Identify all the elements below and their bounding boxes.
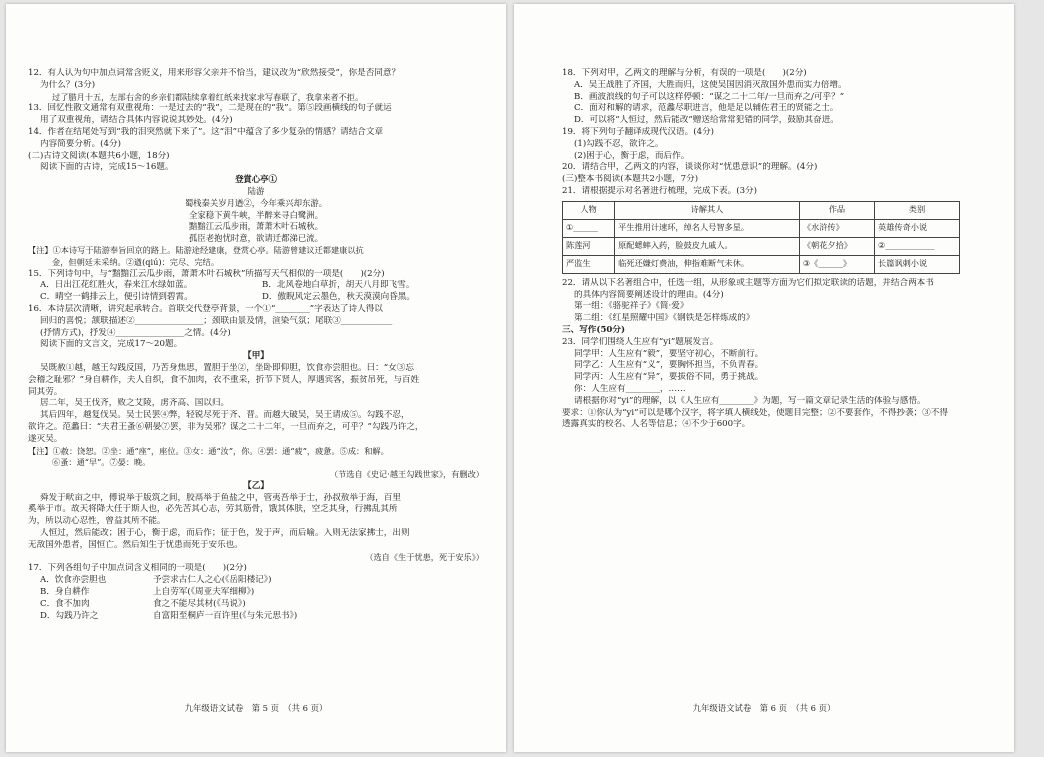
page-5-content	[28, 68, 484, 622]
jia-line: 居二年，吴王伐齐，败之艾陵，虏齐高、国以归。	[40, 398, 230, 409]
quoted-sentence: 过了腊月十五，左部右舍的乡亲们都陆续拿着红纸来找家求写春联了，我拿来者不拒。	[52, 91, 364, 102]
q13-line-2: 用了双重视角，请结合具体内容说说其妙处。(4分)	[40, 115, 233, 126]
passage-yi-title: 【乙】	[243, 480, 269, 491]
q18-option-a: A．吴王战胜了齐国，大胜而归，这使吴国因消灭敌国外患而实力倍增。	[574, 79, 847, 90]
q15-option-d: D．傲睨风定云墨色，秋天漠漠向昏黑。	[262, 292, 415, 303]
q14-line-2: 内容简要分析。(4分)	[40, 138, 121, 149]
q13-line-1: 13．回忆性散文通常有双重视角：一是过去的“我”，二是现在的“我”。第⑤段画横线的句子就运	[28, 103, 392, 114]
page-6-footer: 九年级语文试卷 第 6 页 （共 6 页）	[692, 703, 836, 713]
q23-requirements-2: 透露真实的校名、人名等信息；④不少于600字。	[562, 419, 751, 430]
q16-line-2: 回归的喜悦；颔联描述②________________；颈联由景及情，渲染气氛；尾联③____________	[40, 315, 393, 326]
yi-line: 人恒过，然后能改；困于心，衡于虑，而后作；征于色，发于声，而后喻。入则无法家拂士，出则	[40, 528, 410, 539]
table-header: 作品	[799, 201, 874, 219]
table-row	[563, 219, 960, 237]
q17-stem: 17．下列各组句子中加点词含义相同的一项是( )(2分)	[28, 563, 247, 574]
table-cell: 严监生	[563, 255, 615, 273]
table-header: 类别	[875, 201, 960, 219]
yi-line: 为，所以动心忍性，曾益其所不能。	[28, 516, 166, 527]
yi-line: 无敌国外患者，国恒亡。然后知生于忧患而死于安乐也。	[28, 539, 243, 550]
q18-option-d: D．可以将“人恒过，然后能改”赠送给常常犯错的同学，鼓励其奋进。	[574, 115, 839, 126]
table-header-row	[563, 201, 960, 219]
q23-prompt: 请根据你对“yi”的理解，以《人生应有________》为题，写一篇文章记录生活的体验与感悟。	[574, 395, 926, 406]
jia-line: 吴既赦①越，越王勾践反国，乃苦身焦思，置胆于坐②，坐卧即仰胆，饮食亦尝胆也。曰：“女③忘	[40, 362, 414, 373]
q18-option-b: B．画波浪线的句子可以这样停顿：“谋之二十二年/一旦而弃之/可乎？”	[574, 91, 845, 102]
q19-item-1: (1)勾践不忍，欲许之。	[574, 138, 664, 149]
page-6-content	[562, 68, 988, 431]
jia-line: 同其劳。	[28, 386, 63, 397]
jia-note: 【注】①赦：饶恕。②坐：通“座”，座位。③女：通“汝”，你。④罢：通“疲”，疲惫。⑤成：和解。	[28, 445, 389, 456]
table-header: 人物	[563, 201, 615, 219]
exam-page-6	[514, 4, 1014, 752]
q17-c-right: 食之不能尽其材(《马说》)	[153, 598, 246, 609]
q15-options-row-2	[28, 292, 484, 304]
table-cell: ③《______》	[799, 255, 874, 273]
q15-stem: 15．下列诗句中，与“黯黯江云瓜步雨，萧萧木叶石城秋”所描写天气相似的一项是( )(2分)	[28, 268, 385, 279]
q19-item-2: (2)困于心，衡于虑，而后作。	[574, 150, 690, 161]
jia-source: （节选自《史记·越王勾践世家》，有删改）	[329, 469, 484, 480]
prose-instruction: 阅读下面的文言文，完成17～20题。	[40, 339, 183, 350]
q23-student-a: 同学甲：人生应有“毅”，要坚守初心，不断前行。	[574, 348, 764, 359]
jia-line: 其后四年，越复伐吴。吴士民罢④弊，轻锐尽死于齐、晋。而越大破吴，吴王请成⑤。勾践不忍，	[40, 410, 410, 421]
q15-options-row-1	[28, 280, 484, 292]
q20-stem: 20．请结合甲，乙两文的内容，谈谈你对“忧患意识”的理解。(4分)	[562, 162, 818, 173]
poem-author: 陆游	[247, 185, 265, 196]
q17-option-c	[28, 599, 484, 611]
poem-note-line-2: 金，但朝廷未采纳。②遒(qiú)：完尽、完结。	[52, 256, 219, 267]
q15-option-a: A．日出江花红胜火，春来江水绿如蓝。	[40, 280, 193, 291]
passage-jia-title: 【甲】	[243, 351, 269, 362]
yi-source: （选自《生于忧患，死于安乐》）	[365, 551, 484, 562]
table-header: 诗解其人	[615, 201, 800, 219]
q18-option-c: C．面对和解的请求，范蠡尽职进言，他是足以辅佐君王的贤能之士。	[574, 103, 839, 114]
table-cell: 英雄传奇小说	[875, 219, 960, 237]
table-cell: 《水浒传》	[799, 219, 874, 237]
q23-student-c: 同学丙：人生应有“异”，要拔俗不同，勇于挑战。	[574, 372, 764, 383]
q17-option-b	[28, 587, 484, 599]
table-row	[563, 255, 960, 273]
q23-student-b: 同学乙：人生应有“义”，要胸怀担当，不负青春。	[574, 360, 764, 371]
q22-line-1: 22．请从以下名著组合中，任选一组，从形象或主题等方面为它们拟定联读的话题，并结合两本书	[562, 277, 934, 288]
q17-d-left: D．勾践乃许之	[40, 610, 99, 621]
section-3-heading: (三)整本书阅读(本题共2小题，7分)	[562, 174, 699, 185]
jia-line: 会稽之耻邪？”身自耕作，夫人自织，食不加肉，衣不重采，折节下贤人，厚遇宾客，振贫吊死，与百姓	[28, 374, 420, 385]
q17-b-left: B．身自耕作	[40, 587, 90, 598]
q21-stem: 21．请根据提示对名著进行梳理，完成下表。(3分)	[562, 185, 757, 196]
poem-title: 登賞心亭①	[235, 174, 277, 185]
table-cell: ②____________	[875, 237, 960, 255]
q22-group-1: 第一组：《骆驼祥子》《简·爱》	[574, 301, 689, 312]
q18-stem: 18．下列对甲，乙两文的理解与分析，有误的一项是( )(2分)	[562, 68, 807, 78]
q21-table	[562, 201, 960, 274]
jia-line: 欲许之。范蠡曰：“夫君王蚤⑥朝晏⑦罢，非为吴邪？谋之二十二年，一旦而弃之，可乎？”勾践乃许之，	[28, 421, 424, 432]
q22-group-2: 第二组：《红星照耀中国》《钢铁是怎样炼成的》	[574, 313, 755, 324]
exam-page-5	[6, 4, 506, 752]
q17-a-left: A．饮食亦尝胆也	[40, 575, 107, 586]
poem-note-line-1: 【注】①本诗写于陆游奉旨回京的路上。陆游途经建康，登赏心亭。陆游曾建议迁都建康以抗	[28, 244, 364, 255]
table-cell: 临死还嫌灯费油，伸指难断气未休。	[615, 255, 800, 273]
q16-line-3: (抒情方式)，抒发④________________之情。(4分)	[40, 327, 231, 338]
q17-c-left: C．食不加肉	[40, 598, 90, 609]
q22-line-2: 的具体内容简要阐述设计的理由。(4分)	[574, 289, 724, 300]
q23-you: 你：人生应有________，……	[574, 383, 686, 394]
section-2-heading: (二)古诗文阅读(本题共6小题，18分)	[28, 150, 170, 161]
table-cell: 《朝花夕拾》	[799, 237, 874, 255]
table-cell: ①______	[563, 219, 615, 237]
q15-option-c: C．晴空一鹤排云上，便引诗情到碧霄。	[40, 292, 193, 303]
yi-line: 舜发于畎亩之中，傅说举于版筑之间，胶鬲举于鱼盐之中，管夷吾举于士，孙叔敖举于海，百里	[40, 492, 401, 503]
jia-line: 遂灭吴。	[28, 433, 63, 444]
table-cell: 长篇讽刺小说	[875, 255, 960, 273]
q15-option-b: B．北风卷地白草折，胡天八月即飞雪。	[262, 280, 415, 291]
yi-line: 奚举于市。故天将降大任于斯人也，必先苦其心志，劳其筋骨，饿其体肤，空乏其身，行拂乱其所	[28, 504, 398, 515]
q23-stem: 23．同学们围绕人生应有“yi”题展发言。	[562, 336, 719, 347]
q19-stem: 19．将下列句子翻译成现代汉语。(4分)	[562, 126, 715, 137]
section-writing-heading: 三、写作(50分)	[562, 324, 626, 335]
poem-instruction: 阅读下面的古诗，完成15～16题。	[40, 162, 174, 173]
poem-line: 孤臣老抱忧时意，欲请迁都涕已流。	[189, 233, 323, 244]
jia-note: ⑥蚤：通“早”。⑦晏：晚。	[52, 457, 151, 468]
q17-b-right: 上自劳军(《周亚夫军细柳》)	[153, 587, 255, 598]
q23-requirements-1: 要求：①你认为“yi”可以是哪个汉字，将字填人横线处，使题目完整；②不要套作，不得抄袭；③不得	[562, 407, 948, 418]
q16-line-1: 16．本诗层次清晰，讲究起承转合。首联交代登亭背景，一个①“________”字表达了诗人得以	[28, 303, 383, 314]
q12-line-1: 12．有人认为句中加点词常含贬义，用来形容父亲并不恰当，建议改为“欣然接受”，你是否同意？	[28, 68, 401, 78]
table-row	[563, 237, 960, 255]
table-cell: 平生推用计速环，绰名人号智多星。	[615, 219, 800, 237]
q17-option-a	[28, 575, 484, 587]
q14-line-1: 14．作者在结尾处写到“我的泪突然就下来了”。这“泪”中蕴含了多少复杂的情感？请结合文章	[28, 126, 384, 137]
table-cell: 原配蟋蟀入药，脸鼓皮九戚人。	[615, 237, 800, 255]
poem-line: 蜀栈秦关岁月遒②，今年乘兴却东游。	[184, 197, 328, 208]
q17-option-d	[28, 611, 484, 623]
table-cell: 陈莲河	[563, 237, 615, 255]
q17-d-right: 自富阳至桐庐一百许里(《与朱元思书》)	[153, 610, 298, 621]
q12-line-2: 为什么？(3分)	[40, 79, 96, 90]
poem-line: 全家稳下黄牛峡，半醉来寻白鹭洲。	[189, 209, 323, 220]
poem-line: 黯黯江云瓜步雨，萧萧木叶石城秋。	[189, 221, 323, 232]
page-5-footer: 九年级语文试卷 第 5 页 （共 6 页）	[184, 703, 328, 713]
q17-a-right: 予尝求古仁人之心(《岳阳楼记》)	[153, 575, 272, 586]
